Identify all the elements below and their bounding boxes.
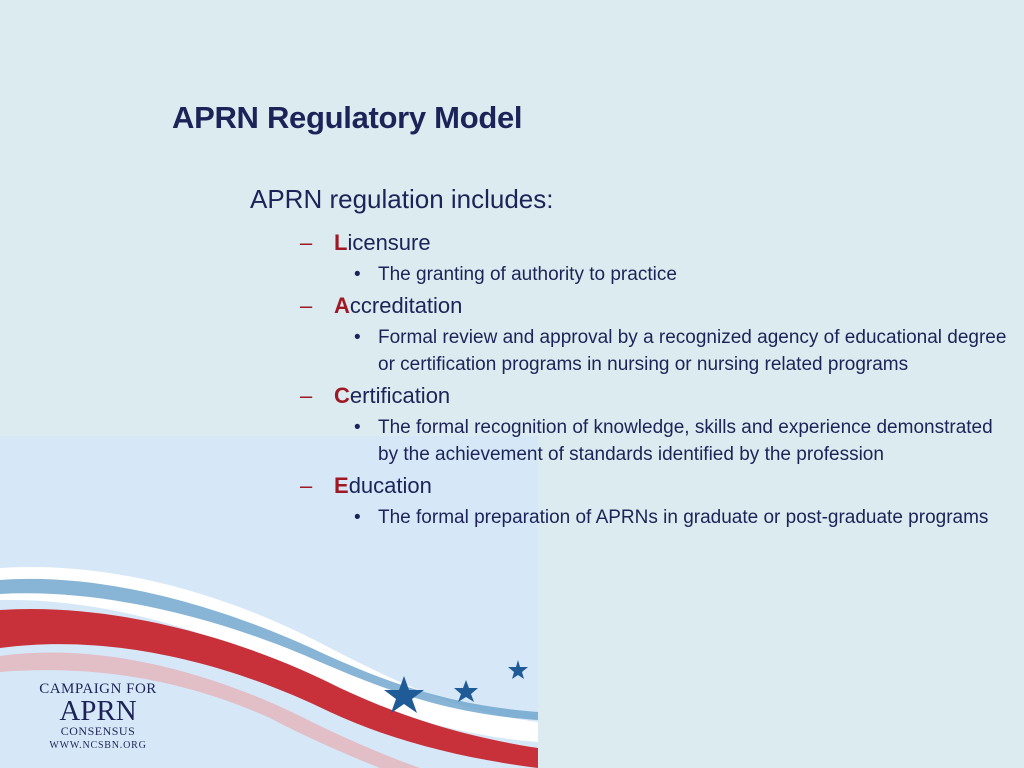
list-item [298, 382, 1010, 468]
list-term [298, 472, 1010, 500]
list-term [298, 292, 1010, 320]
list-item [298, 229, 1010, 288]
list-detail [298, 504, 1010, 531]
term-initial: A [334, 293, 350, 318]
slide-title: APRN Regulatory Model [172, 100, 523, 135]
detail-text: Formal review and approval by a recognized agency of educational degree or certification programs in nursing or nursing related programs [378, 327, 1007, 375]
term-rest: ducation [348, 473, 432, 498]
list-term [298, 382, 1010, 410]
detail-text: The formal preparation of APRNs in graduate or post-graduate programs [378, 507, 989, 528]
list-detail [298, 324, 1010, 378]
dash-bullet: – [300, 230, 313, 255]
logo-line-consensus: CONSENSUS [60, 724, 136, 738]
dash-bullet: – [300, 473, 313, 498]
logo-line-aprn: APRN [59, 695, 137, 727]
term-initial: L [334, 230, 348, 255]
list-term [298, 229, 1010, 257]
regulation-list [298, 229, 1010, 535]
dot-bullet: • [354, 264, 361, 285]
logo-line-campaign: CAMPAIGN FOR [39, 681, 157, 697]
dot-bullet: • [354, 417, 361, 438]
term-initial: C [334, 383, 350, 408]
detail-text: The granting of authority to practice [378, 264, 677, 285]
slide-intro: APRN regulation includes: [250, 184, 554, 214]
list-detail [298, 414, 1010, 468]
logo-website: WWW.NCSBN.ORG [49, 740, 147, 751]
term-rest: icensure [347, 230, 431, 255]
detail-text: The formal recognition of knowledge, skills and experience demonstrated by the achievement of standards identified by the profession [378, 417, 993, 465]
dot-bullet: • [354, 507, 361, 528]
campaign-logo [28, 680, 168, 754]
dot-bullet: • [354, 327, 361, 348]
dash-bullet: – [300, 383, 313, 408]
dash-bullet: – [300, 293, 313, 318]
term-rest: ccreditation [349, 293, 463, 318]
list-item [298, 292, 1010, 378]
term-initial: E [334, 473, 349, 498]
term-rest: ertification [349, 383, 451, 408]
list-detail [298, 261, 1010, 288]
list-item [298, 472, 1010, 531]
